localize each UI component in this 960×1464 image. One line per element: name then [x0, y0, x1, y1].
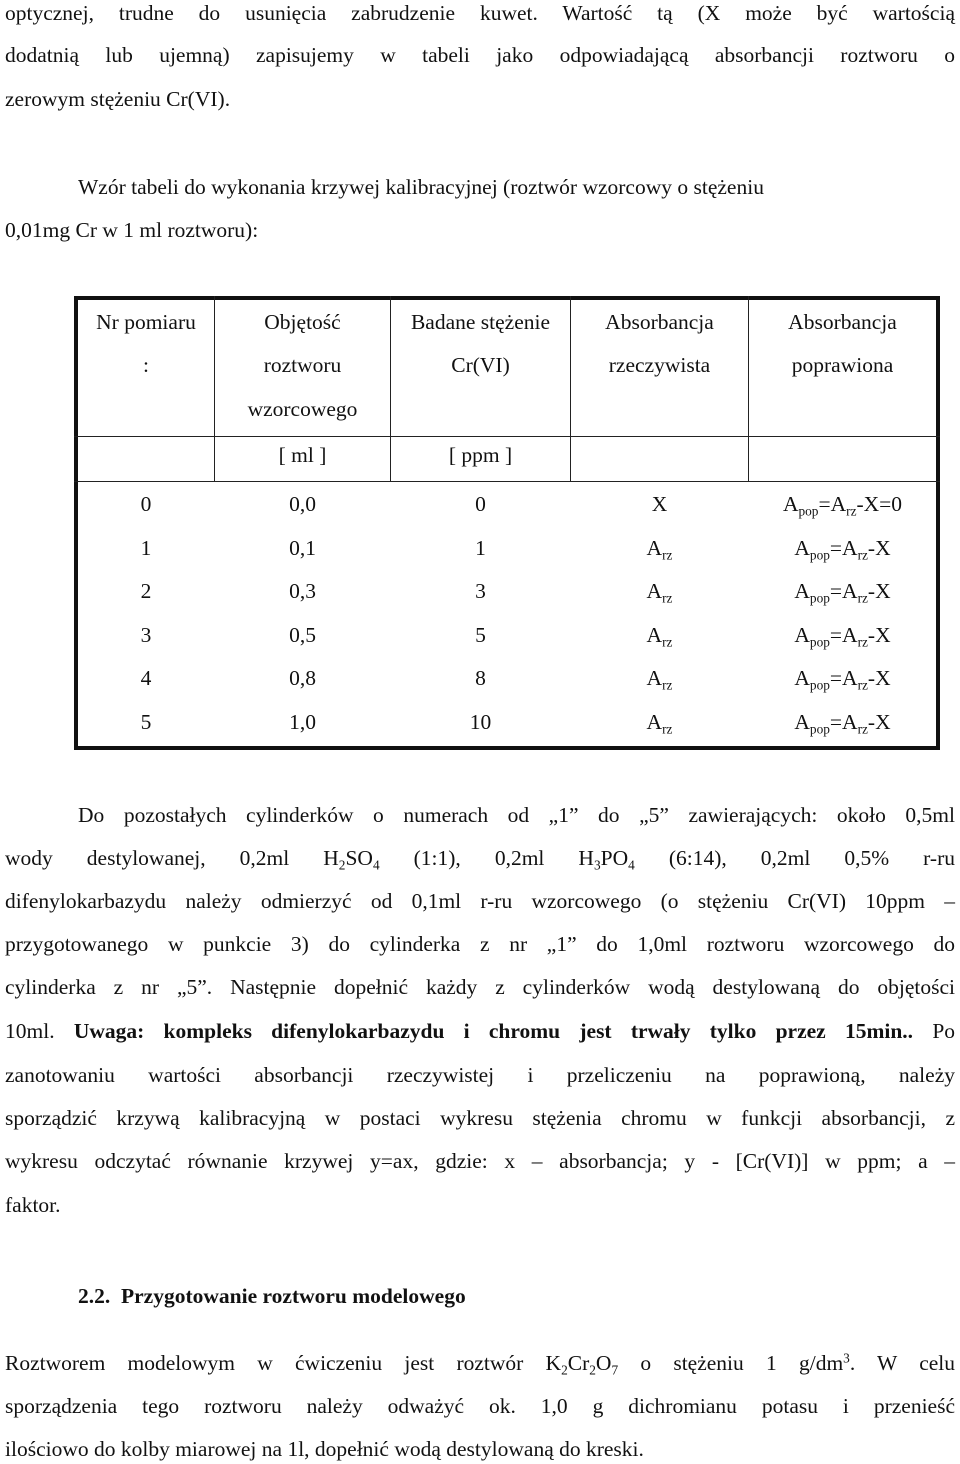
header-volume-unit: [ ml ]: [278, 443, 327, 467]
cell-volume: 0,8: [289, 666, 316, 690]
header-abs-corr-line-2: poprawiona: [791, 353, 894, 377]
cell-abs-real: $A_{rz}$: [646, 710, 673, 737]
cell-concentration: 1: [475, 536, 486, 560]
table-divider: [74, 436, 940, 437]
cell-volume: 0,3: [289, 579, 316, 603]
header-nr-line-1: Nr pomiaru: [96, 310, 196, 334]
header-abs-real-line-2: rzeczywista: [608, 353, 711, 377]
section-title: Przygotowanie roztworu modelowego: [121, 1284, 466, 1308]
cell-nr: 1: [140, 536, 152, 560]
cell-nr: 0: [140, 492, 152, 516]
cell-concentration: 3: [475, 579, 486, 603]
section-number: 2.2.: [78, 1284, 111, 1308]
procedure-line-2: wody destylowanej, 0,2ml $H_2SO_4$ (1:1), 0,2ml $H_3PO_4$ (6:14), 0,2ml 0,5% r-ru: [5, 846, 955, 873]
table-caption-line-1: Wzór tabeli do wykonania krzywej kalibracyjnej (roztwór wzorcowy o stężeniu: [78, 175, 764, 199]
header-volume-line-1: Objętość: [264, 310, 341, 334]
header-abs-corr-line-1: Absorbancja: [788, 310, 897, 334]
cell-volume: 0,5: [289, 623, 316, 647]
procedure-line-1: Do pozostałych cylinderków o numerach od „1” do „5” zawierających: około 0,5ml: [78, 803, 955, 827]
cell-concentration: 0: [475, 492, 486, 516]
cell-abs-corrected: $A_{pop}=A_{rz}-X$: [794, 666, 891, 693]
procedure-line-3: difenylokarbazydu należy odmierzyć od 0,1ml r-ru wzorcowego (o stężeniu Cr(VI) 10ppm –: [5, 889, 955, 913]
cell-abs-corrected: $A_{pop}=A_{rz}-X$: [794, 536, 891, 563]
header-conc-unit: [ ppm ]: [448, 443, 513, 467]
model-line-1: Roztworem modelowym w ćwiczeniu jest roztwór $K_2Cr_2O_7$ o stężeniu 1 $g/dm^3$. W celu: [5, 1350, 955, 1378]
intro-line-3: zerowym stężeniu Cr(VI).: [5, 87, 231, 111]
cell-abs-real: $A_{rz}$: [646, 623, 673, 650]
cell-abs-corrected: $A_{pop}=A_{rz}-X$: [794, 710, 891, 737]
procedure-line-7: zanotowaniu wartości absorbancji rzeczywistej i przeliczeniu na poprawioną, należy: [5, 1063, 955, 1087]
cell-nr: 2: [140, 579, 152, 603]
header-abs-real-line-1: Absorbancja: [605, 310, 714, 334]
intro-line-2: dodatnią lub ujemną) zapisujemy w tabeli jako odpowiadającą absorbancji roztworu o: [5, 43, 955, 67]
cell-abs-corrected: $A_{pop}=A_{rz}-X=0$: [782, 492, 903, 519]
cell-volume: 0,0: [289, 492, 316, 516]
procedure-line-9: wykresu odczytać równanie krzywej y=ax, gdzie: x – absorbancja; y - [Cr(VI)] w ppm; a –: [5, 1149, 955, 1173]
procedure-line-4: przygotowanego w punkcie 3) do cylinderka z nr „1” do 1,0ml roztworu wzorcowego do: [5, 932, 955, 956]
cell-concentration: 5: [475, 623, 486, 647]
intro-line-1: optycznej, trudne do usunięcia zabrudzenie kuwet. Wartość tą (X może być wartością: [5, 1, 955, 25]
cell-concentration: 10: [469, 710, 492, 734]
header-volume-line-2: roztworu: [263, 353, 342, 377]
model-line-3: ilościowo do kolby miarowej na 1l, dopełnić wodą destylowaną do kreski.: [5, 1437, 644, 1461]
cell-nr: 3: [140, 623, 152, 647]
cell-nr: 4: [140, 666, 152, 690]
procedure-line-10: faktor.: [5, 1193, 61, 1217]
header-nr-line-2: :: [143, 353, 149, 377]
header-conc-line-2: Cr(VI): [451, 353, 510, 377]
procedure-line-8: sporządzić krzywą kalibracyjną w postaci wykresu stężenia chromu w funkcji absorbancji, z: [5, 1106, 955, 1130]
cell-abs-real: X: [651, 492, 668, 516]
procedure-line-5: cylinderka z nr „5”. Następnie dopełnić każdy z cylinderków wodą destylowaną do objętości: [5, 975, 955, 999]
table-caption-line-2: 0,01mg Cr w 1 ml roztworu):: [5, 218, 259, 242]
cell-abs-real: $A_{rz}$: [646, 579, 673, 606]
cell-abs-corrected: $A_{pop}=A_{rz}-X$: [794, 579, 891, 606]
model-line-2: sporządzenia tego roztworu należy odważyć ok. 1,0 g dichromianu potasu i przenieść: [5, 1394, 955, 1418]
procedure-text: Po: [932, 1019, 956, 1043]
header-volume-line-3: wzorcowego: [247, 397, 358, 421]
header-conc-line-1: Badane stężenie: [410, 310, 551, 334]
procedure-text: 10ml.: [5, 1019, 55, 1043]
cell-abs-corrected: $A_{pop}=A_{rz}-X$: [794, 623, 891, 650]
procedure-line-6: [5, 1018, 955, 1044]
section-heading: [78, 1283, 960, 1309]
warning-text: Uwaga: kompleks difenylokarbazydu i chromu jest trwały tylko przez 15min..: [73, 1019, 914, 1043]
cell-nr: 5: [140, 710, 152, 734]
cell-abs-real: $A_{rz}$: [646, 536, 673, 563]
cell-volume: 1,0: [289, 710, 316, 734]
table-divider: [74, 481, 940, 482]
cell-concentration: 8: [475, 666, 486, 690]
cell-volume: 0,1: [289, 536, 316, 560]
cell-abs-real: $A_{rz}$: [646, 666, 673, 693]
